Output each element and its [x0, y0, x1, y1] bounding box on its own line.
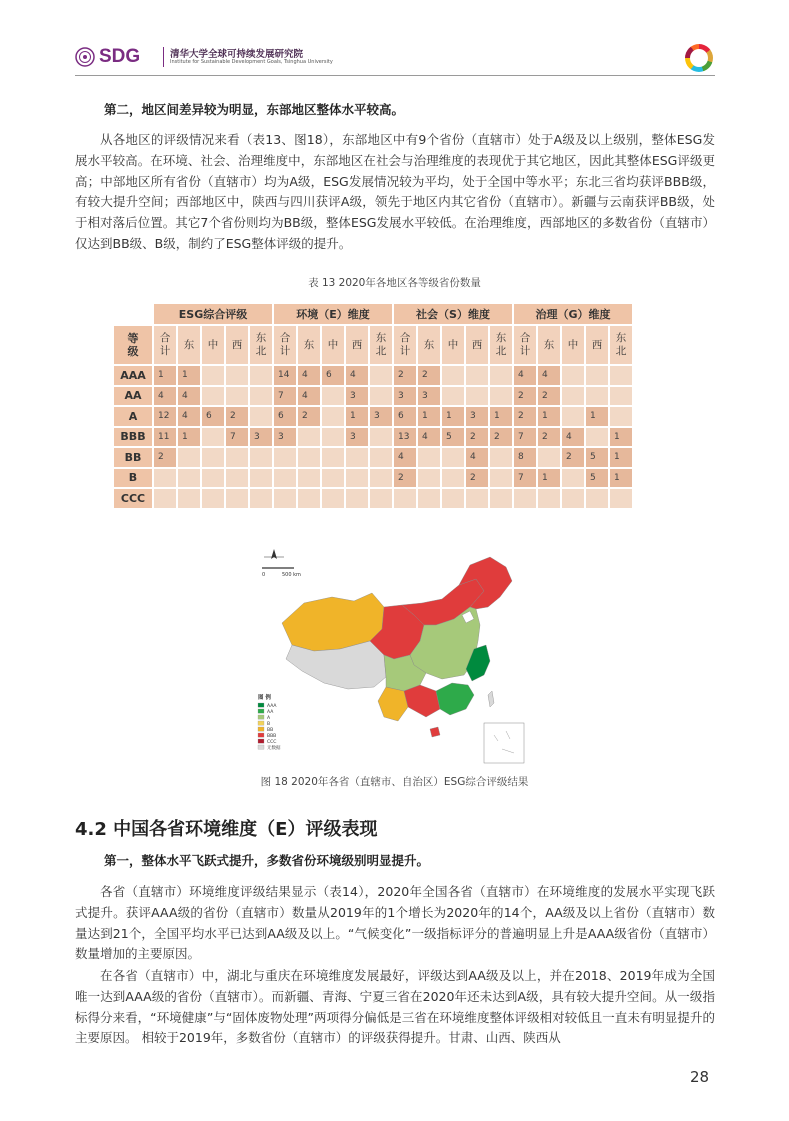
table-cell	[226, 448, 248, 467]
logo-divider	[163, 47, 164, 67]
table-cell	[610, 489, 632, 508]
grade-label: CCC	[114, 489, 152, 508]
table-cell: 2	[298, 407, 320, 426]
subheader-0-3: 西	[226, 326, 248, 364]
table-cell	[154, 469, 176, 488]
sdg-logo-text: SDG	[99, 46, 141, 67]
table-cell: 4	[346, 366, 368, 385]
table-cell: 6	[394, 407, 416, 426]
table-cell	[178, 448, 200, 467]
table-cell	[250, 387, 272, 406]
subheader-3-2: 中	[562, 326, 584, 364]
table-cell: 4	[466, 448, 488, 467]
region-taiwan	[488, 691, 494, 707]
table-cell	[610, 366, 632, 385]
table-cell	[322, 448, 344, 467]
table-cell	[538, 489, 560, 508]
table-cell	[490, 366, 512, 385]
subheader-0-2: 中	[202, 326, 224, 364]
table-cell	[490, 469, 512, 488]
table-cell	[202, 448, 224, 467]
table-row	[114, 448, 632, 467]
para1-body: 从各地区的评级情况来看（表13、图18），东部地区中有9个省份（直辖市）处于A级及以上级别，整体ESG发展水平较高。在环境、社会、治理维度中，东部地区在社会与治理维度的表现优于其它地区，因此其整体ESG评级更高；中部地区所有省份（直辖市）均为A级，ESG发展情况较为平均，处于全国中等水平；东北三省均获评BBB级，有较大提升空间；西部地区中，陕西与四川获评A级，领先于地区内其它省份（直辖市）。新疆与云南获评BB级，处于相对落后位置。其它7个省份则均为BB级，整体ESG发展水平较低。在治理维度，西部地区的多数省份（直辖市）仅达到BB级、B级，制约了ESG整体评级的提升。	[75, 132, 715, 251]
table-cell	[346, 489, 368, 508]
legend-label: CCC	[267, 740, 277, 745]
table-cell: 6	[202, 407, 224, 426]
table-cell	[274, 469, 296, 488]
table-row	[114, 366, 632, 385]
table-cell	[586, 489, 608, 508]
table-cell	[442, 366, 464, 385]
grade-label: B	[114, 469, 152, 488]
table-cell: 4	[562, 428, 584, 447]
table-cell: 7	[514, 469, 536, 488]
table-cell: 1	[586, 407, 608, 426]
table-cell: 1	[346, 407, 368, 426]
table-cell: 5	[442, 428, 464, 447]
table-group-header-row	[114, 304, 632, 324]
table-cell	[490, 387, 512, 406]
table-cell: 1	[610, 428, 632, 447]
table-cell: 13	[394, 428, 416, 447]
table-cell: 11	[154, 428, 176, 447]
legend-swatch	[258, 745, 264, 749]
table-cell: 2	[394, 366, 416, 385]
grade-label: AA	[114, 387, 152, 406]
table-cell	[418, 448, 440, 467]
table-cell: 4	[418, 428, 440, 447]
region-guangxi	[404, 685, 440, 717]
table-cell	[322, 469, 344, 488]
subheader-3-4: 东 北	[610, 326, 632, 364]
table-cell: 2	[466, 428, 488, 447]
table-cell	[442, 489, 464, 508]
china-esg-map	[244, 545, 544, 767]
table-cell	[178, 489, 200, 508]
legend-label: A	[267, 716, 271, 721]
table-cell: 14	[274, 366, 296, 385]
table-cell: 3	[346, 387, 368, 406]
table-cell	[250, 489, 272, 508]
group-soc: 社会（S）维度	[394, 304, 512, 324]
map-svg	[244, 545, 544, 767]
table-cell	[154, 489, 176, 508]
table-cell: 1	[538, 469, 560, 488]
table-cell	[490, 489, 512, 508]
table-cell	[322, 489, 344, 508]
table-cell	[298, 428, 320, 447]
table-cell	[610, 387, 632, 406]
table-cell	[322, 428, 344, 447]
table-cell: 4	[154, 387, 176, 406]
table-cell	[202, 489, 224, 508]
south-sea-inset	[484, 723, 524, 763]
table-cell	[250, 448, 272, 467]
legend-swatch	[258, 709, 264, 713]
table-cell: 2	[538, 428, 560, 447]
map-legend	[258, 693, 281, 751]
table-cell: 4	[538, 366, 560, 385]
table-row	[114, 469, 632, 488]
table-cell: 7	[274, 387, 296, 406]
subheader-0-4: 东 北	[250, 326, 272, 364]
table-cell: 5	[586, 448, 608, 467]
grade-label: A	[114, 407, 152, 426]
subheader-1-4: 东 北	[370, 326, 392, 364]
table-cell: 7	[226, 428, 248, 447]
table-cell: 3	[370, 407, 392, 426]
table-row	[114, 489, 632, 508]
table-caption: 表 13 2020年各地区各等级省份数量	[308, 277, 481, 289]
legend-label: AAA	[267, 704, 277, 709]
north-arrow-icon	[264, 549, 284, 559]
table-cell	[562, 469, 584, 488]
subheader-2-3: 西	[466, 326, 488, 364]
inset-islands	[494, 731, 514, 753]
table-cell	[610, 407, 632, 426]
table-cell: 4	[298, 366, 320, 385]
subheader-3-1: 东	[538, 326, 560, 364]
group-gov: 治理（G）维度	[514, 304, 632, 324]
table-cell	[322, 387, 344, 406]
table-cell	[226, 489, 248, 508]
table-cell	[586, 387, 608, 406]
table-cell	[298, 489, 320, 508]
para1-heading: 第二，地区间差异较为明显，东部地区整体水平较高。	[104, 102, 405, 117]
table-cell	[250, 366, 272, 385]
table-cell: 2	[466, 469, 488, 488]
table-cell: 12	[154, 407, 176, 426]
table-cell	[418, 469, 440, 488]
tsinghua-seal-icon	[75, 47, 95, 67]
table-cell: 1	[178, 428, 200, 447]
institute-name-cn: 清华大学全球可持续发展研究院	[170, 49, 304, 60]
table-cell	[442, 387, 464, 406]
table-cell	[346, 469, 368, 488]
table-cell: 2	[490, 428, 512, 447]
scale-label-zero: 0	[262, 572, 266, 578]
table-cell	[394, 489, 416, 508]
subheader-1-1: 东	[298, 326, 320, 364]
subheader-2-2: 中	[442, 326, 464, 364]
table-cell: 2	[538, 387, 560, 406]
table-cell: 2	[394, 469, 416, 488]
page-number: 28	[690, 1068, 710, 1086]
table-cell: 2	[418, 366, 440, 385]
table-cell: 2	[514, 407, 536, 426]
table-cell: 3	[418, 387, 440, 406]
subheader-1-0: 合 计	[274, 326, 296, 364]
table-cell	[562, 489, 584, 508]
table-cell: 2	[226, 407, 248, 426]
subheader-3-0: 合 计	[514, 326, 536, 364]
table-cell	[490, 448, 512, 467]
table-cell: 1	[178, 366, 200, 385]
grade-label: BB	[114, 448, 152, 467]
table-cell	[202, 469, 224, 488]
grade-count-table	[112, 302, 634, 510]
table-cell: 7	[514, 428, 536, 447]
table-cell	[466, 366, 488, 385]
legend-swatch	[258, 727, 264, 731]
table-cell: 3	[346, 428, 368, 447]
table-cell	[466, 387, 488, 406]
legend-label: B	[267, 722, 271, 727]
table-cell	[298, 448, 320, 467]
table-cell	[202, 428, 224, 447]
table-cell	[250, 469, 272, 488]
region-yunnan	[378, 687, 408, 721]
table-cell: 5	[586, 469, 608, 488]
table-subheader-row	[114, 326, 632, 364]
table-cell: 1	[490, 407, 512, 426]
legend-swatch	[258, 739, 264, 743]
para2-heading: 第一，整体水平飞跃式提升，多数省份环境级别明显提升。	[104, 853, 430, 868]
table-cell: 8	[514, 448, 536, 467]
table-cell	[274, 448, 296, 467]
table-cell	[202, 387, 224, 406]
page-header	[75, 44, 715, 74]
table-corner-blank	[114, 304, 152, 324]
table-cell: 3	[274, 428, 296, 447]
table-cell	[370, 387, 392, 406]
table-cell	[370, 428, 392, 447]
table-cell	[370, 448, 392, 467]
subheader-1-2: 中	[322, 326, 344, 364]
table-cell: 2	[154, 448, 176, 467]
table-cell: 1	[538, 407, 560, 426]
table-cell	[370, 489, 392, 508]
table-cell	[586, 366, 608, 385]
table-cell	[274, 489, 296, 508]
table-cell	[442, 469, 464, 488]
region-guangdong	[436, 683, 474, 715]
table-cell	[466, 489, 488, 508]
legend-label: BB	[267, 728, 274, 733]
table-row	[114, 428, 632, 447]
subheader-3-3: 西	[586, 326, 608, 364]
table-cell	[538, 448, 560, 467]
table-cell	[562, 366, 584, 385]
table-cell	[442, 448, 464, 467]
table-cell: 4	[298, 387, 320, 406]
table-cell: 3	[394, 387, 416, 406]
table-cell: 6	[274, 407, 296, 426]
legend-title: 图 例	[258, 695, 271, 701]
subheader-0-1: 东	[178, 326, 200, 364]
legend-label: 无数据	[267, 746, 281, 751]
table-cell: 4	[394, 448, 416, 467]
sdg-logo	[99, 46, 140, 68]
table-cell	[226, 366, 248, 385]
section-heading: 4.2 中国各省环境维度（E）评级表现	[75, 819, 378, 840]
table-cell: 4	[178, 407, 200, 426]
legend-swatch	[258, 703, 264, 707]
table-cell: 1	[418, 407, 440, 426]
table-cell	[202, 366, 224, 385]
table-cell: 6	[322, 366, 344, 385]
table-cell	[178, 469, 200, 488]
table-cell	[298, 469, 320, 488]
group-esg: ESG综合评级	[154, 304, 272, 324]
table-cell	[370, 469, 392, 488]
legend-label: AA	[267, 710, 274, 715]
table-cell: 3	[466, 407, 488, 426]
table-cell	[562, 387, 584, 406]
para3-body: 在各省（直辖市）中，湖北与重庆在环境维度发展最好，评级达到AA级及以上，并在2018、2019年成为全国唯一达到AAA级的省份（直辖市）。而新疆、青海、宁夏三省在2020年还未达到A级，具有较大提升空间。从一级指标得分来看，“环境健康”与“固体废物处理”两项得分偏低是三省在环境维度整体评级相对较低且一直未有明显提升的主要原因。 相较于2019年，多数省份（直辖市）的评级获得提升。甘肃、山西、陕西从	[75, 968, 715, 1046]
table-cell	[370, 366, 392, 385]
table-cell: 3	[250, 428, 272, 447]
group-env: 环境（E）维度	[274, 304, 392, 324]
legend-swatch	[258, 715, 264, 719]
subheader-2-4: 东 北	[490, 326, 512, 364]
table-cell: 4	[178, 387, 200, 406]
table-cell	[514, 489, 536, 508]
subheader-0-0: 合 计	[154, 326, 176, 364]
isdg-corner-logo-icon	[685, 44, 713, 72]
table-row	[114, 407, 632, 426]
grade-label: BBB	[114, 428, 152, 447]
table-cell: 1	[154, 366, 176, 385]
grade-corner-label: 等 级	[114, 326, 152, 364]
subheader-1-3: 西	[346, 326, 368, 364]
table-cell	[322, 407, 344, 426]
legend-swatch	[258, 733, 264, 737]
scale-label-km: 500 km	[282, 572, 301, 578]
table-cell: 2	[562, 448, 584, 467]
table-cell: 1	[442, 407, 464, 426]
para2-body: 各省（直辖市）环境维度评级结果显示（表14），2020年全国各省（直辖市）在环境维度的发展水平实现飞跃式提升。获评AAA级的省份（直辖市）数量从2019年的1个增长为2020年的14个，AA级及以上省份（直辖市）数量达到21个，全国平均水平已达到AA级及以上。“气候变化”一级指标评分的普遍明显上升是AAA级省份（直辖市）数量增加的主要原因。	[75, 884, 715, 962]
table-cell	[346, 448, 368, 467]
subheader-2-1: 东	[418, 326, 440, 364]
region-hainan	[430, 727, 440, 737]
table-cell: 2	[514, 387, 536, 406]
subheader-2-0: 合 计	[394, 326, 416, 364]
table-cell: 1	[610, 469, 632, 488]
header-divider	[75, 75, 715, 76]
legend-label: BBB	[267, 734, 277, 739]
table-cell	[418, 489, 440, 508]
table-cell	[226, 469, 248, 488]
map-caption: 图 18 2020年各省（直辖市、自治区）ESG综合评级结果	[260, 776, 529, 788]
institute-name-en: Institute for Sustainable Development Goals, Tsinghua University	[170, 59, 333, 65]
table-row	[114, 387, 632, 406]
table-cell: 1	[610, 448, 632, 467]
legend-swatch	[258, 721, 264, 725]
table-cell: 4	[514, 366, 536, 385]
table-cell	[586, 428, 608, 447]
table-cell	[562, 407, 584, 426]
table-cell	[226, 387, 248, 406]
grade-label: AAA	[114, 366, 152, 385]
table-cell	[250, 407, 272, 426]
